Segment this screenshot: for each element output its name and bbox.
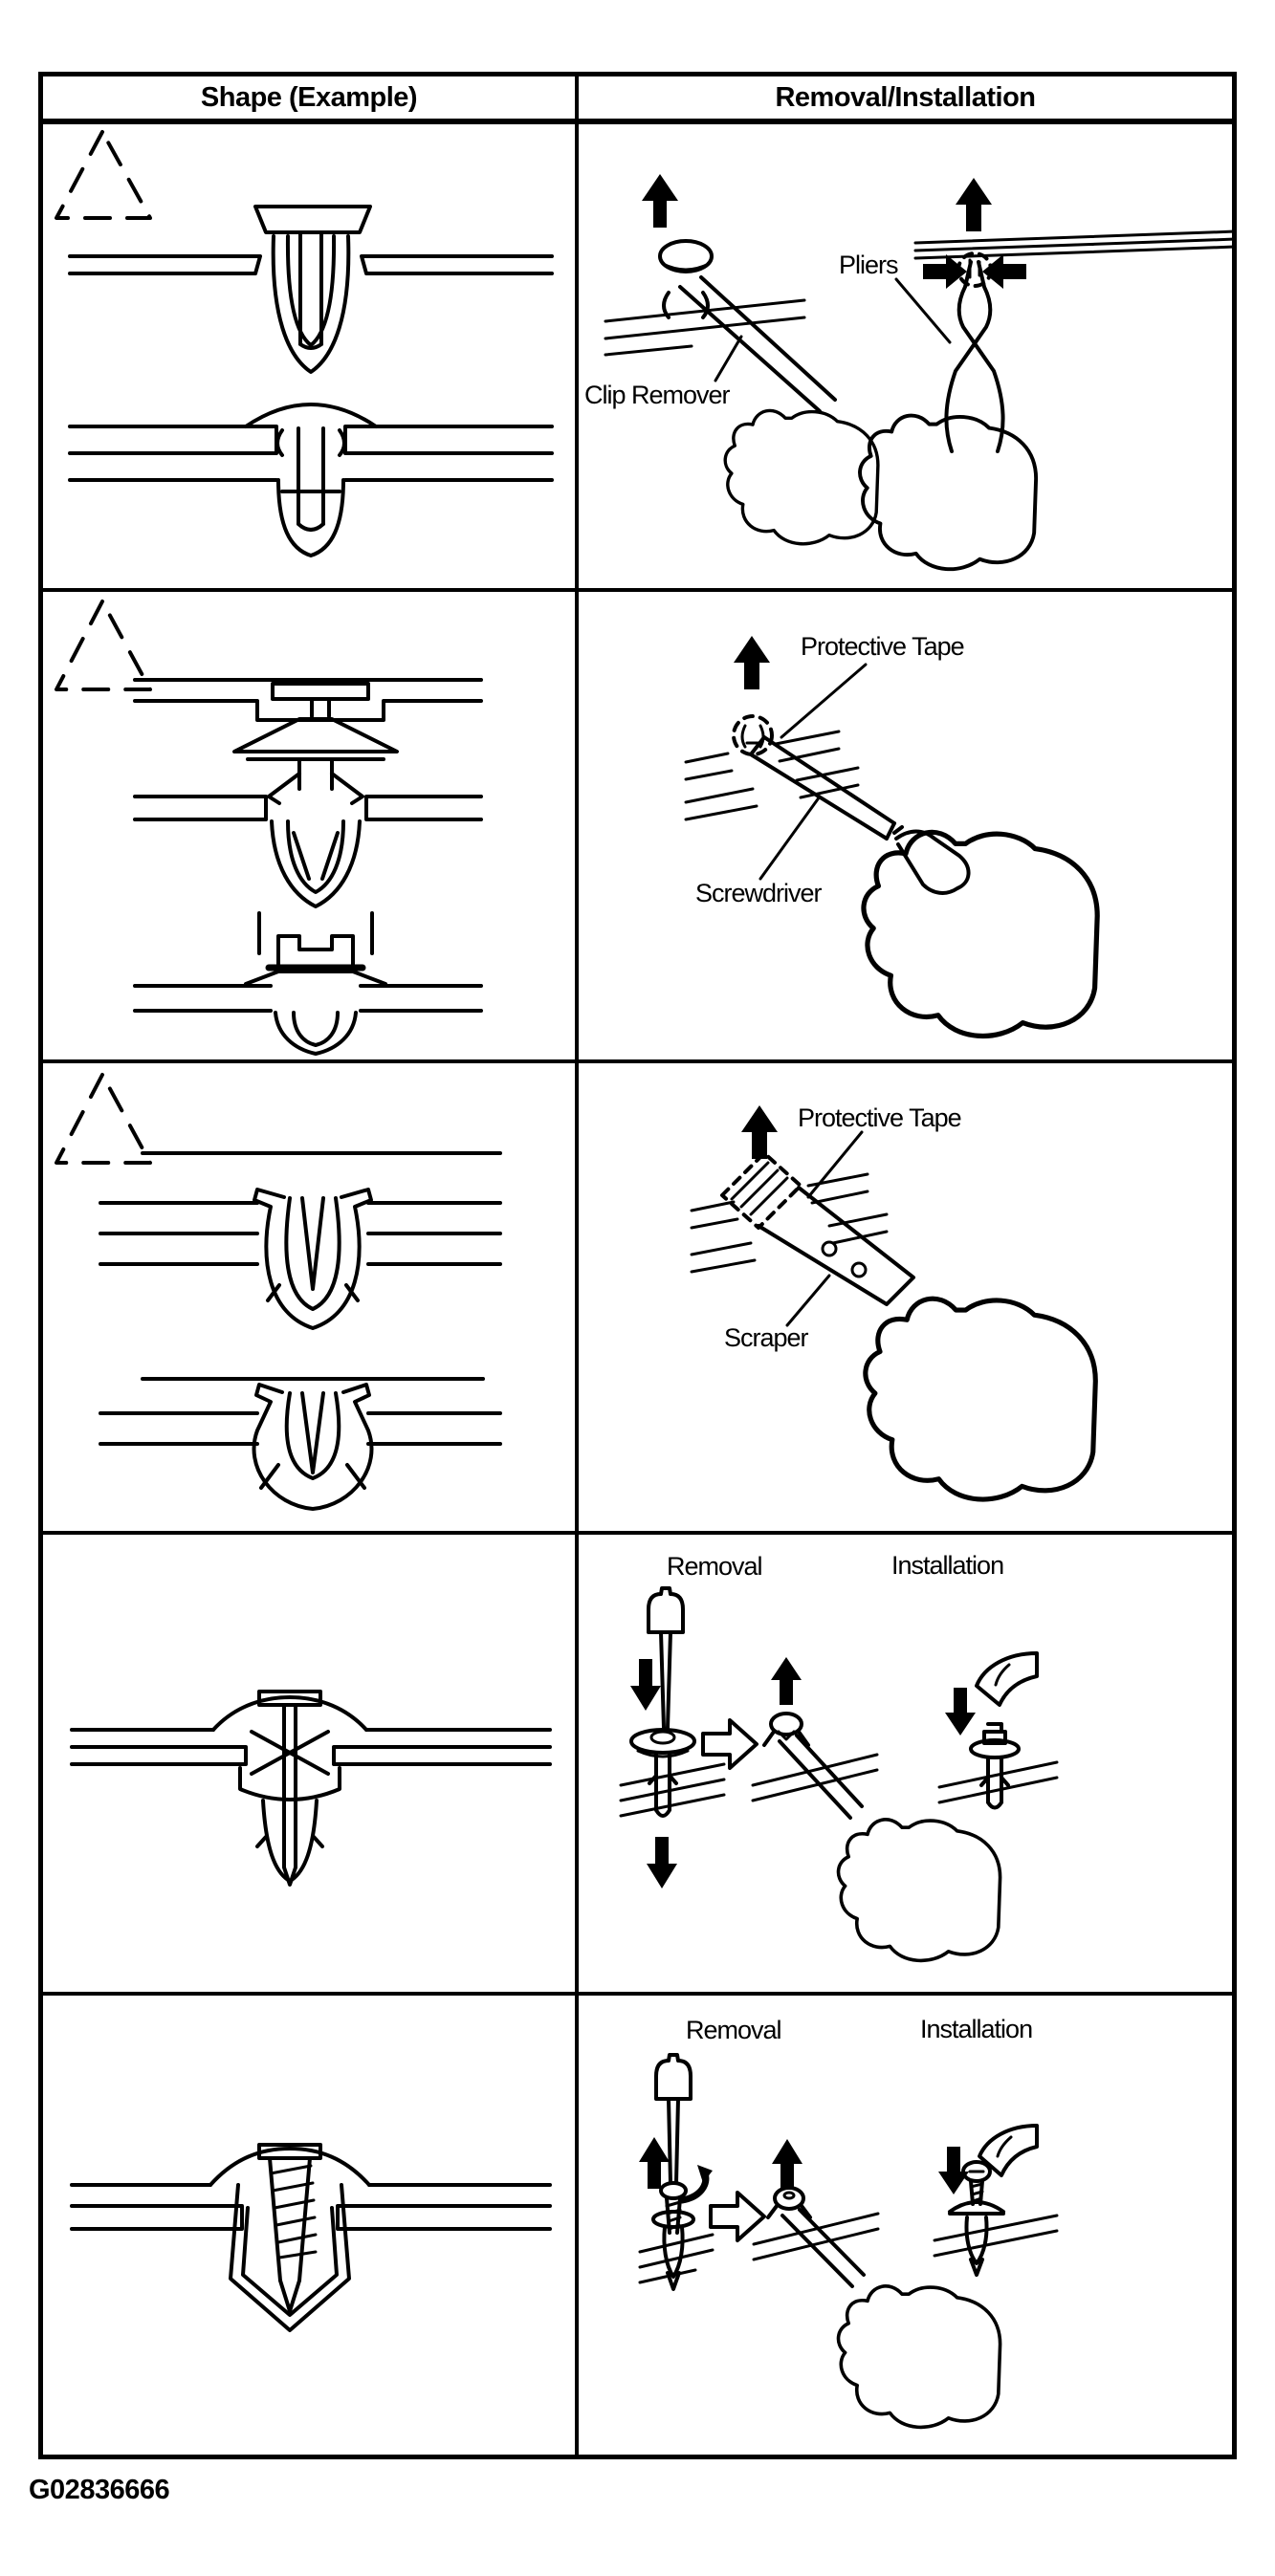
panel-lines <box>135 986 481 1011</box>
press-inward-arrows-icon <box>923 254 967 289</box>
label-protective-tape: Protective Tape <box>798 1103 961 1132</box>
panel-lines <box>915 231 1232 258</box>
up-arrow-icon <box>771 1657 802 1705</box>
leader-line <box>760 797 820 879</box>
clip-shape-drawing <box>43 124 575 588</box>
hand-drawing <box>839 2286 1000 2428</box>
procedure-cell-row4 <box>579 1535 1232 1992</box>
hand-drawing <box>725 410 878 543</box>
clip-shape-drawing <box>43 592 575 1059</box>
shape-cell-row2 <box>43 592 579 1059</box>
dashed-triangle-icon <box>56 1075 150 1163</box>
procedure-cell-row2 <box>579 592 1232 1059</box>
procedure-drawing <box>579 124 1232 588</box>
shape-cell-row1 <box>43 124 579 588</box>
panel-lines <box>934 2216 1057 2256</box>
clip-shape-drawing <box>43 1535 575 1992</box>
shape-cell-row3 <box>43 1063 579 1531</box>
procedure-drawing <box>579 1063 1232 1531</box>
panel-lines <box>135 797 481 819</box>
shape-cell-row5 <box>43 1996 579 2455</box>
dome-head-clip-drawing <box>70 404 552 556</box>
procedure-cell-row1 <box>579 124 1232 588</box>
finger-drawing <box>977 1653 1037 1705</box>
dashed-triangle-icon <box>56 601 150 689</box>
header-shape-column <box>43 76 579 119</box>
clip-shape-drawing <box>43 1996 575 2455</box>
down-arrow-icon <box>945 1688 976 1736</box>
push-pin-clip-drawing <box>72 1692 550 1885</box>
clip-removal-table <box>38 72 1237 2459</box>
screwdriver-drawing <box>648 1588 683 1728</box>
panel-lines <box>939 1762 1057 1802</box>
t-head-clip-drawing <box>70 207 552 372</box>
spring-clip-drawing <box>100 1190 500 1328</box>
up-arrow-icon <box>741 1105 778 1159</box>
panel-lines <box>362 256 552 273</box>
pliers-drawing <box>946 262 1002 451</box>
panel-lines <box>72 2185 550 2229</box>
table-row <box>43 592 1232 1063</box>
panel-lines <box>100 1413 500 1444</box>
hand-drawing <box>839 1820 1000 1961</box>
header-shape-label: Shape (Example) <box>200 81 418 113</box>
panel-lines <box>70 256 260 273</box>
up-arrow-icon <box>956 178 992 231</box>
figure-id-code: G02836666 <box>29 2475 170 2505</box>
leader-line <box>781 665 866 737</box>
dashed-triangle-icon <box>56 132 150 218</box>
label-screwdriver: Screwdriver <box>695 879 822 907</box>
label-installation: Installation <box>920 2015 1033 2043</box>
panel-lines <box>640 2235 713 2282</box>
protective-tape-wrap <box>722 1153 801 1228</box>
panel-lines <box>72 1730 550 1764</box>
procedure-cell-row3 <box>579 1063 1232 1531</box>
label-scraper: Scraper <box>724 1323 808 1352</box>
down-arrow-icon <box>630 1659 661 1711</box>
screwdriver-drawing <box>656 2055 691 2183</box>
flanged-clip-drawing <box>135 913 481 1054</box>
screw-grommet-clip-drawing <box>72 2145 550 2330</box>
table-header-row <box>43 76 1232 124</box>
leader-line <box>808 1132 862 1197</box>
clip-remover-drawing <box>764 1714 862 1818</box>
down-arrow-icon <box>647 1837 677 1888</box>
label-clip-remover: Clip Remover <box>584 381 730 409</box>
label-protective-tape: Protective Tape <box>801 632 964 661</box>
table-row <box>43 1063 1232 1535</box>
procedure-cell-row5 <box>579 1996 1232 2455</box>
label-pliers: Pliers <box>839 251 898 279</box>
leader-line <box>896 279 950 342</box>
procedure-drawing <box>579 1996 1232 2455</box>
rotate-arrow-icon <box>697 2165 713 2183</box>
next-step-open-arrow-icon <box>703 1720 757 1768</box>
procedure-drawing <box>579 1535 1232 1992</box>
next-step-open-arrow-icon <box>711 2193 764 2240</box>
panel-lines <box>754 2214 878 2259</box>
panel-lines <box>70 426 552 480</box>
label-installation: Installation <box>891 1551 1004 1580</box>
label-removal: Removal <box>686 2016 781 2044</box>
leader-line <box>787 1276 829 1325</box>
table-row <box>43 1535 1232 1996</box>
clip-shape-drawing <box>43 1063 575 1531</box>
press-inward-arrows-icon <box>982 254 1026 289</box>
header-removal-label: Removal/Installation <box>775 81 1036 113</box>
spring-clip-drawing <box>100 1379 500 1509</box>
leader-line <box>715 337 741 381</box>
up-arrow-icon <box>639 2137 670 2189</box>
taped-clip-outline <box>734 716 772 754</box>
table-row <box>43 124 1232 592</box>
hand-drawing <box>864 832 1097 1036</box>
table-row <box>43 1996 1232 2455</box>
up-arrow-icon <box>642 174 678 228</box>
umbrella-clip-drawing <box>135 680 481 906</box>
procedure-drawing <box>579 592 1232 1059</box>
label-removal: Removal <box>667 1552 762 1581</box>
shape-cell-row4 <box>43 1535 579 1992</box>
up-arrow-icon <box>772 2139 802 2189</box>
panel-lines <box>621 1764 724 1816</box>
up-arrow-icon <box>734 636 770 689</box>
hand-drawing <box>866 1299 1095 1499</box>
panel-lines <box>100 1203 500 1264</box>
header-removal-column <box>579 76 1232 119</box>
